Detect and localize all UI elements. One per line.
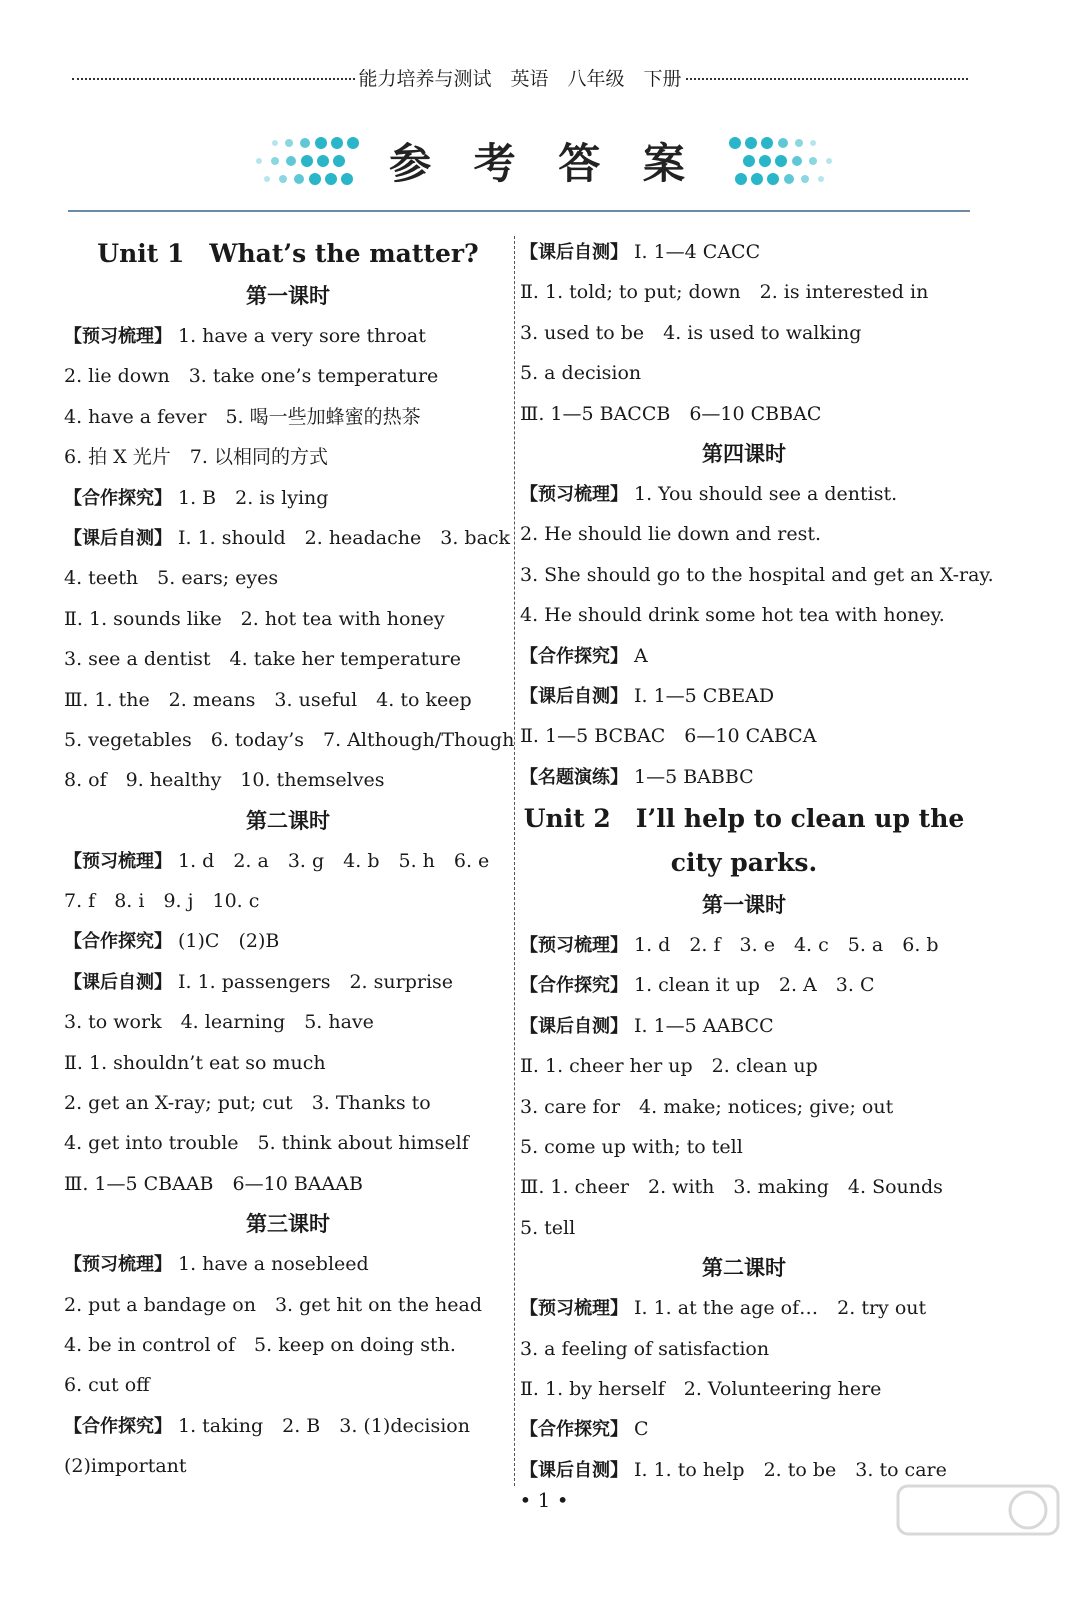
- answer-text: Ⅰ. 1—4 CACC: [634, 241, 761, 263]
- answer-text: 4. teeth 5. ears; eyes: [64, 567, 279, 590]
- answer-text: 1. have a nosebleed: [178, 1253, 369, 1276]
- answer-text: 1. d 2. f 3. e 4. c 5. a 6. b: [634, 934, 939, 957]
- answer-line: [64, 1285, 512, 1325]
- answer-line: [64, 1244, 512, 1284]
- lesson-heading: 第三课时: [246, 1212, 330, 1237]
- answer-text: 3. to work 4. learning 5. have: [64, 1011, 374, 1034]
- unit-heading: Unit 2 I’ll help to clean up the: [523, 804, 965, 834]
- lesson-heading: 第四课时: [702, 441, 786, 466]
- answer-text: Ⅰ. 1. at the age of… 2. try out: [634, 1297, 927, 1320]
- answer-text: 3. care for 4. make; notices; give; out: [520, 1095, 894, 1118]
- answer-line: [520, 353, 968, 393]
- answer-text: 1. taking 2. B 3. (1)decision: [178, 1414, 470, 1437]
- answer-text: 2. put a bandage on 3. get hit on the head: [64, 1293, 483, 1316]
- section-tag: 【合作探究】: [64, 931, 172, 953]
- answer-line: [64, 1043, 512, 1083]
- answer-text: 6. 拍 X 光片 7. 以相同的方式: [64, 446, 328, 469]
- header-dotted-line-left: [72, 78, 355, 80]
- answer-line: [64, 962, 512, 1002]
- section-tag: 【课后自测】: [520, 685, 628, 707]
- page-title: 参 考 答 案: [389, 139, 699, 188]
- answer-text: Ⅲ. 1. the 2. means 3. useful 4. to keep: [64, 688, 472, 711]
- answer-line: [64, 1446, 512, 1486]
- answer-text: Ⅲ. 1—5 CBAAB 6—10 BAAAB: [64, 1172, 363, 1195]
- answer-line: [520, 1288, 968, 1328]
- section-tag: 【合作探究】: [520, 975, 628, 997]
- answer-text: 1—5 BABBC: [634, 765, 754, 788]
- answer-text: Ⅰ. 1. passengers 2. surprise: [178, 970, 454, 993]
- answer-line: [520, 636, 968, 676]
- answer-line: [64, 1325, 512, 1365]
- answer-line: [520, 757, 968, 797]
- answer-text: 1. clean it up 2. A 3. C: [634, 974, 875, 997]
- answer-text: Ⅲ. 1. cheer 2. with 3. making 4. Sounds: [520, 1176, 943, 1199]
- page-number: • 1 •: [519, 1488, 569, 1512]
- answer-text: Ⅱ. 1. cheer her up 2. clean up: [520, 1055, 818, 1078]
- answer-line: [64, 558, 512, 598]
- answer-line: [520, 232, 968, 272]
- answer-line: [64, 639, 512, 679]
- answer-text: 3. see a dentist 4. take her temperature: [64, 648, 461, 671]
- answer-line: [64, 680, 512, 720]
- right-column: [520, 232, 994, 1490]
- answer-text: 2. get an X-ray; put; cut 3. Thanks to: [64, 1092, 431, 1115]
- answer-text: Ⅱ. 1. sounds like 2. hot tea with honey: [64, 607, 445, 630]
- watermark-logo-icon: [888, 1478, 1068, 1568]
- answer-text: Ⅰ. 1—5 AABCC: [634, 1014, 774, 1037]
- column-divider: [514, 236, 515, 1486]
- section-tag: 【预习梳理】: [64, 326, 172, 347]
- answer-line: [64, 316, 512, 356]
- section-tag: 【预习梳理】: [520, 935, 628, 957]
- answer-line: [520, 1046, 968, 1086]
- answer-text: 1. B 2. is lying: [178, 486, 329, 509]
- section-tag: 【预习梳理】: [64, 1254, 172, 1276]
- answer-text: Ⅱ. 1. by herself 2. Volunteering here: [520, 1377, 882, 1400]
- answer-text: (2)important: [64, 1455, 187, 1478]
- answer-line: [520, 313, 968, 353]
- answer-line: [64, 921, 512, 961]
- answer-line: [64, 1164, 512, 1204]
- section-tag: 【名题演练】: [520, 766, 628, 788]
- answer-text: 5. a decision: [520, 362, 642, 385]
- answer-text: 8. of 9. healthy 10. themselves: [64, 769, 385, 792]
- answer-line: [520, 272, 968, 312]
- answer-text: 5. vegetables 6. today’s 7. Although/Though: [64, 728, 515, 751]
- title-banner: [0, 126, 1088, 196]
- answer-line: [64, 720, 515, 760]
- answer-text: Ⅲ. 1—5 BACCB 6—10 CBBAC: [520, 402, 822, 425]
- left-column: [64, 232, 515, 1487]
- answer-text: 1. d 2. a 3. g 4. b 5. h 6. e: [178, 849, 490, 872]
- answer-line: [520, 1369, 968, 1409]
- unit-heading: Unit 1 What’s the matter?: [97, 239, 479, 268]
- answer-line: [64, 437, 512, 477]
- answer-line: [520, 1208, 968, 1248]
- section-tag: 【合作探究】: [520, 645, 628, 667]
- answer-text: (1)C (2)B: [178, 930, 280, 953]
- answer-text: 4. get into trouble 5. think about himself: [64, 1132, 469, 1155]
- answer-text: 2. He should lie down and rest.: [520, 523, 822, 546]
- answer-line: [520, 595, 968, 635]
- section-tag: 【合作探究】: [520, 1419, 628, 1441]
- answer-line: [520, 474, 968, 514]
- answer-line: [520, 1329, 968, 1369]
- answer-text: Ⅱ. 1. told; to put; down 2. is interested in: [520, 281, 929, 304]
- answer-line: [520, 514, 968, 554]
- section-tag: 【预习梳理】: [520, 1298, 628, 1320]
- answer-line: [64, 397, 512, 437]
- answer-line: [520, 965, 968, 1005]
- unit-heading: city parks.: [670, 848, 818, 878]
- answer-text: Ⅰ. 1. to help 2. to be 3. to care: [634, 1458, 947, 1481]
- answer-line: [520, 716, 968, 756]
- answer-line: [64, 1365, 512, 1405]
- answer-line: [64, 1083, 512, 1123]
- answer-line: [64, 599, 512, 639]
- answer-text: Ⅰ. 1—5 CBEAD: [634, 684, 775, 707]
- answer-line: [64, 518, 512, 558]
- answer-text: 3. used to be 4. is used to walking: [520, 321, 862, 344]
- answer-line: [520, 1127, 968, 1167]
- answer-line: [64, 1123, 512, 1163]
- answer-line: [64, 881, 512, 921]
- title-rule: [68, 210, 970, 212]
- answer-text: C: [634, 1418, 649, 1441]
- answer-line: [520, 1006, 968, 1046]
- lesson-heading: 第二课时: [702, 1256, 786, 1281]
- lesson-heading: 第一课时: [246, 284, 330, 308]
- answer-text: 4. He should drink some hot tea with honey.: [520, 604, 945, 627]
- answer-line: [64, 478, 512, 518]
- answer-text: 1. have a very sore throat: [178, 325, 426, 347]
- answer-line: [520, 1409, 968, 1449]
- answer-text: Ⅰ. 1. should 2. headache 3. back: [178, 526, 511, 549]
- answer-line: [64, 760, 512, 800]
- answer-text: 4. be in control of 5. keep on doing sth.: [64, 1333, 456, 1356]
- answer-line: [520, 1167, 968, 1207]
- section-tag: 【合作探究】: [64, 1415, 172, 1437]
- section-tag: 【课后自测】: [64, 971, 172, 993]
- answer-line: [520, 925, 968, 965]
- running-header: [72, 60, 968, 94]
- answer-line: [520, 394, 968, 434]
- answer-text: 4. have a fever 5. 喝一些加蜂蜜的热茶: [64, 405, 421, 428]
- section-tag: 【课后自测】: [520, 1459, 628, 1481]
- section-tag: 【合作探究】: [64, 487, 172, 509]
- header-dotted-line-right: [686, 78, 969, 80]
- lesson-heading: 第一课时: [702, 893, 786, 918]
- answer-text: 6. cut off: [64, 1374, 150, 1397]
- answer-line: [64, 1406, 512, 1446]
- header-text: 能力培养与测试 英语 八年级 下册: [358, 67, 682, 90]
- answer-text: 5. tell: [520, 1216, 576, 1239]
- answer-text: 5. come up with; to tell: [520, 1136, 743, 1159]
- answer-text: 1. You should see a dentist.: [634, 482, 898, 505]
- lesson-heading: 第二课时: [246, 808, 330, 833]
- answer-line: [520, 555, 994, 595]
- answer-line: [520, 1087, 968, 1127]
- answer-line: [64, 1002, 512, 1042]
- answer-line: [64, 356, 512, 396]
- section-tag: 【预习梳理】: [64, 850, 172, 872]
- answer-text: 3. a feeling of satisfaction: [520, 1337, 770, 1360]
- answer-text: 2. lie down 3. take one’s temperature: [64, 365, 439, 388]
- answer-line: [64, 841, 512, 881]
- answer-text: Ⅱ. 1. shouldn’t eat so much: [64, 1051, 326, 1074]
- answer-text: 7. f 8. i 9. j 10. c: [64, 890, 260, 913]
- section-tag: 【预习梳理】: [520, 483, 628, 505]
- answer-line: [520, 676, 968, 716]
- dot-decoration-left-icon: [245, 133, 365, 189]
- answer-text: 3. She should go to the hospital and get an X-ray.: [520, 563, 994, 586]
- dot-decoration-right-icon: [723, 133, 843, 189]
- answer-text: A: [634, 644, 648, 667]
- section-tag: 【课后自测】: [520, 242, 628, 263]
- section-tag: 【课后自测】: [520, 1015, 628, 1037]
- section-tag: 【课后自测】: [64, 527, 172, 549]
- answer-text: Ⅱ. 1—5 BCBAC 6—10 CABCA: [520, 725, 817, 748]
